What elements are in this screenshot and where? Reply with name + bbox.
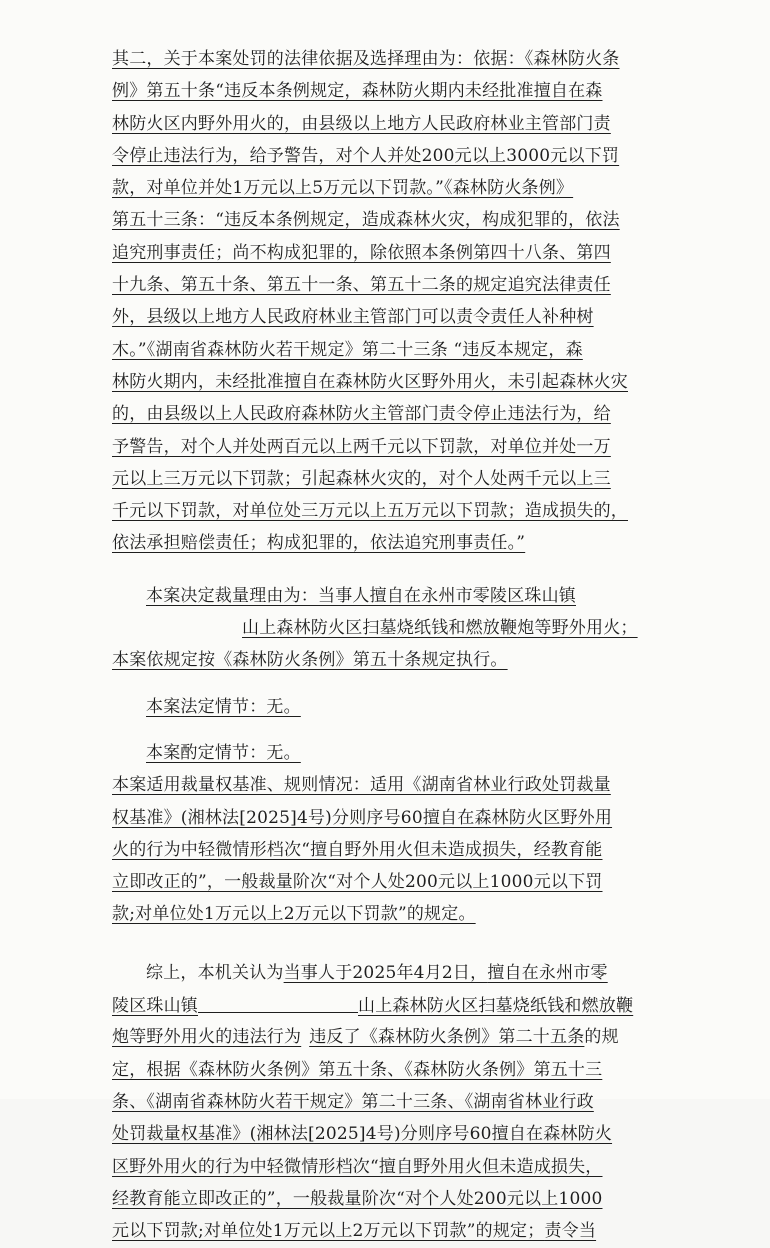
text-line: 款，对单位并处1万元以上5万元以下罚款。”《森林防火条例》 [112, 178, 574, 199]
text-line: 予警告，对个人并处两百元以上两千元以下罚款，对单位并处一万 [112, 436, 611, 457]
document-body [112, 44, 672, 1248]
legal-basis-paragraph [112, 44, 672, 561]
conclusion-date: 当事人于2025年4月2日， [283, 962, 488, 983]
discretionary-paragraph [112, 738, 672, 770]
reason-line-2: 山上森林防火区扫墓烧纸钱和燃放鞭炮等野外用火； [242, 618, 638, 639]
text-line: 立即改正的”，一般裁量阶次“对个人处200元以上1000元以下罚 [112, 872, 603, 893]
text-line: 区野外用火的行为中轻微情形档次“擅自野外用火但未造成损失， [112, 1156, 603, 1177]
text-line: 林防火区内野外用火的，由县级以上地方人民政府林业主管部门责 [112, 113, 611, 134]
reason-paragraph [112, 581, 672, 678]
text-line: 其二，关于本案处罚的法律依据及选择理由为：依据：《森林防火条 [112, 49, 620, 69]
text-line [112, 613, 672, 645]
text-line: 款;对单位处1万元以上2万元以下罚款”的规定。 [112, 904, 476, 925]
conclusion-act: 山上森林防火区扫墓烧纸钱和燃放鞭 [358, 996, 634, 1017]
conclusion-last: 元以下罚款;对单位处1万元以上2万元以下罚款”的规定； [112, 1221, 545, 1242]
text-line: 火的行为中轻微情形档次“擅自野外用火但未造成损失，经教育能 [112, 839, 603, 860]
text-line: 十九条、第五十条、第五十一条、第五十二条的规定追究法律责任 [112, 275, 611, 296]
text-line: 本案依规定按《森林防火条例》第五十条规定执行。 [112, 650, 508, 671]
text-line: 追究刑事责任；尚不构成犯罪的，除依照本条例第四十八条、第四 [112, 242, 611, 263]
conclusion-location-cont: 陵区珠山镇 [112, 996, 198, 1017]
text-line: 条、《湖南省森林防火若干规定》第二十三条、《湖南省林业行政 [112, 1091, 594, 1112]
blank-underline [198, 990, 358, 1013]
text-line: 千元以下罚款，对单位处三万元以上五万元以下罚款；造成损失的， [112, 501, 628, 522]
benchmark-paragraph [112, 770, 672, 931]
text-line: 定，根据《森林防火条例》第五十条、《森林防火条例》第五十三 [112, 1059, 603, 1080]
discretionary-circumstances: 本案酌定情节：无。 [146, 742, 301, 763]
conclusion-location: 擅自在永州市零 [487, 962, 608, 983]
text-line: 本案决定裁量理由为：当事人擅自在永州市零陵区珠山镇 [146, 585, 576, 606]
text-line: 依法承担赔偿责任；构成犯罪的，依法追究刑事责任。” [112, 533, 526, 554]
text-line: 本案适用裁量权基准、规则情况：适用《湖南省林业行政处罚裁量 [112, 775, 611, 796]
text-line [112, 1022, 672, 1054]
conclusion-text: 的规 [584, 1027, 619, 1048]
text-line: 元以上三万元以下罚款；引起森林火灾的，对个人处两千元以上三 [112, 468, 611, 489]
text-line [112, 990, 672, 1022]
conclusion-order: 责令当 [544, 1221, 597, 1242]
conclusion-lead: 综上，本机关认为 [146, 962, 284, 983]
text-line: 经教育能立即改正的”，一般裁量阶次“对个人处200元以上1000 [112, 1188, 603, 1209]
statutory-paragraph [112, 692, 672, 724]
text-line [112, 1216, 672, 1248]
text-line: 例》第五十条“违反本条例规定，森林防火期内未经批准擅自在森 [112, 81, 603, 102]
text-line: 第五十三条：“违反本条例规定，造成森林火灾，构成犯罪的，依法 [112, 210, 620, 231]
text-line: 处罚裁量权基准》(湘林法[2025]4号)分则序号60擅自在森林防火 [112, 1124, 613, 1145]
text-line: 林防火期内，未经批准擅自在森林防火区野外用火，未引起森林火灾 [112, 371, 628, 392]
text-line: 的，由县级以上人民政府森林防火主管部门责令停止违法行为，给 [112, 404, 611, 425]
text-line [112, 958, 672, 990]
conclusion-violation: 违反了《森林防火条例》第二十五条 [309, 1027, 585, 1048]
text-line: 权基准》(湘林法[2025]4号)分则序号60擅自在森林防火区野外用 [112, 807, 613, 828]
conclusion-act-cont: 炮等野外用火的违法行为 [112, 1027, 302, 1048]
conclusion-paragraph [112, 958, 672, 1248]
statutory-circumstances: 本案法定情节：无。 [146, 696, 301, 717]
text-line: 木。”《湖南省森林防火若干规定》第二十三条 “违反本规定，森 [112, 339, 583, 360]
text-line: 外，县级以上地方人民政府林业主管部门可以责令责任人补种树 [112, 307, 594, 328]
text-line: 令停止违法行为，给予警告，对个人并处200元以上3000元以下罚 [112, 145, 620, 166]
